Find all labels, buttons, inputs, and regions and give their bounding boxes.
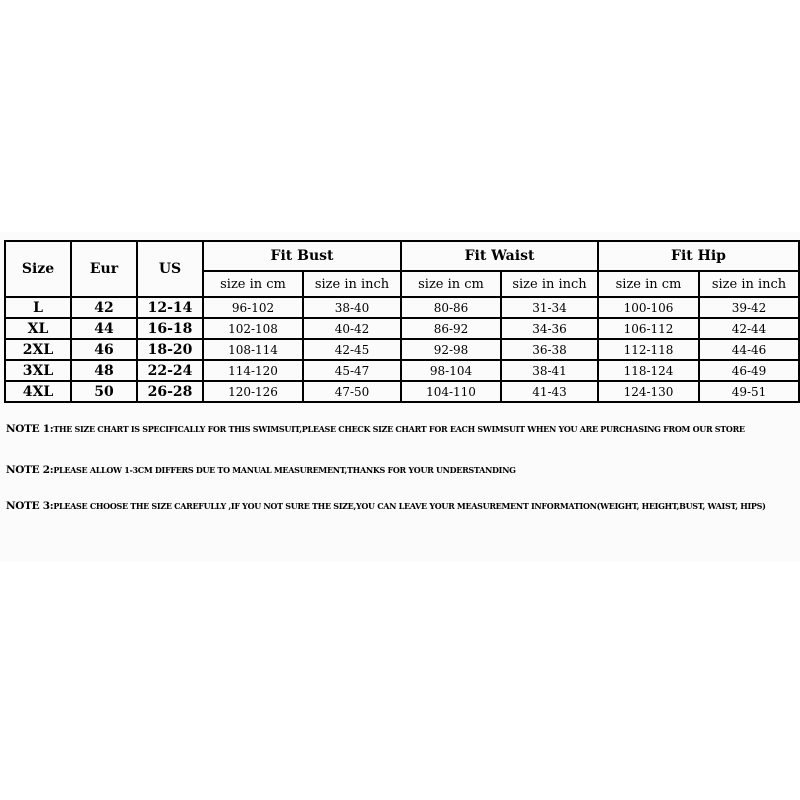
cell-waist-inch: 41-43: [501, 381, 598, 402]
note-2-text: PLEASE ALLOW 1-3CM DIFFERS DUE TO MANUAL MEASUREMENT,THANKS FOR YOUR UNDERSTANDING: [53, 465, 516, 475]
table-row: [5, 339, 799, 360]
header-bust-cm: size in cm: [203, 271, 303, 297]
header-waist-inch: size in inch: [501, 271, 598, 297]
cell-waist-cm: 92-98: [401, 339, 501, 360]
cell-hip-inch: 49-51: [699, 381, 799, 402]
cell-hip-inch: 42-44: [699, 318, 799, 339]
cell-us: 22-24: [137, 360, 203, 381]
header-waist-cm: size in cm: [401, 271, 501, 297]
note-3: [6, 494, 766, 513]
header-fit-bust: Fit Bust: [203, 241, 401, 271]
cell-waist-inch: 36-38: [501, 339, 598, 360]
cell-hip-cm: 106-112: [598, 318, 699, 339]
table-row: [5, 297, 799, 318]
note-2: [6, 458, 516, 477]
cell-us: 18-20: [137, 339, 203, 360]
header-hip-inch: size in inch: [699, 271, 799, 297]
table-row: [5, 381, 799, 402]
cell-waist-cm: 98-104: [401, 360, 501, 381]
cell-hip-inch: 44-46: [699, 339, 799, 360]
cell-waist-cm: 86-92: [401, 318, 501, 339]
cell-size: XL: [5, 318, 71, 339]
cell-hip-inch: 39-42: [699, 297, 799, 318]
table-row: [5, 318, 799, 339]
header-hip-cm: size in cm: [598, 271, 699, 297]
cell-hip-inch: 46-49: [699, 360, 799, 381]
header-fit-waist: Fit Waist: [401, 241, 598, 271]
cell-hip-cm: 112-118: [598, 339, 699, 360]
cell-bust-cm: 120-126: [203, 381, 303, 402]
cell-eur: 44: [71, 318, 137, 339]
header-row-groups: [5, 241, 799, 271]
cell-eur: 42: [71, 297, 137, 318]
note-2-lead: NOTE 2:: [6, 464, 54, 476]
cell-eur: 50: [71, 381, 137, 402]
cell-us: 26-28: [137, 381, 203, 402]
header-us: US: [137, 241, 203, 297]
cell-hip-cm: 124-130: [598, 381, 699, 402]
cell-bust-inch: 42-45: [303, 339, 401, 360]
cell-size: 2XL: [5, 339, 71, 360]
cell-bust-inch: 40-42: [303, 318, 401, 339]
header-bust-inch: size in inch: [303, 271, 401, 297]
note-3-lead: NOTE 3:: [6, 500, 54, 512]
cell-bust-cm: 96-102: [203, 297, 303, 318]
cell-bust-inch: 38-40: [303, 297, 401, 318]
note-1-text: THE SIZE CHART IS SPECIFICALLY FOR THIS SWIMSUIT,PLEASE CHECK SIZE CHART FOR EACH SWIMSUIT WHEN YOU ARE PURCHASING FROM OUR STORE: [53, 424, 745, 434]
cell-size: 3XL: [5, 360, 71, 381]
cell-eur: 46: [71, 339, 137, 360]
cell-bust-cm: 108-114: [203, 339, 303, 360]
cell-size: 4XL: [5, 381, 71, 402]
cell-bust-cm: 102-108: [203, 318, 303, 339]
cell-hip-cm: 100-106: [598, 297, 699, 318]
cell-us: 16-18: [137, 318, 203, 339]
cell-bust-cm: 114-120: [203, 360, 303, 381]
cell-size: L: [5, 297, 71, 318]
size-chart-table: [4, 240, 800, 403]
cell-eur: 48: [71, 360, 137, 381]
cell-us: 12-14: [137, 297, 203, 318]
header-size: Size: [5, 241, 71, 297]
note-3-text: PLEASE CHOOSE THE SIZE CAREFULLY ,IF YOU NOT SURE THE SIZE,YOU CAN LEAVE YOUR MEASUREMENT INFORMATION(WEIGHT, HEIGHT,BUST, WAIST, HIPS): [53, 501, 766, 511]
table-row: [5, 360, 799, 381]
cell-bust-inch: 47-50: [303, 381, 401, 402]
note-1: [6, 417, 745, 436]
cell-hip-cm: 118-124: [598, 360, 699, 381]
cell-waist-inch: 34-36: [501, 318, 598, 339]
header-eur: Eur: [71, 241, 137, 297]
cell-waist-inch: 31-34: [501, 297, 598, 318]
cell-waist-cm: 104-110: [401, 381, 501, 402]
cell-bust-inch: 45-47: [303, 360, 401, 381]
cell-waist-cm: 80-86: [401, 297, 501, 318]
header-fit-hip: Fit Hip: [598, 241, 799, 271]
cell-waist-inch: 38-41: [501, 360, 598, 381]
note-1-lead: NOTE 1:: [6, 423, 54, 435]
